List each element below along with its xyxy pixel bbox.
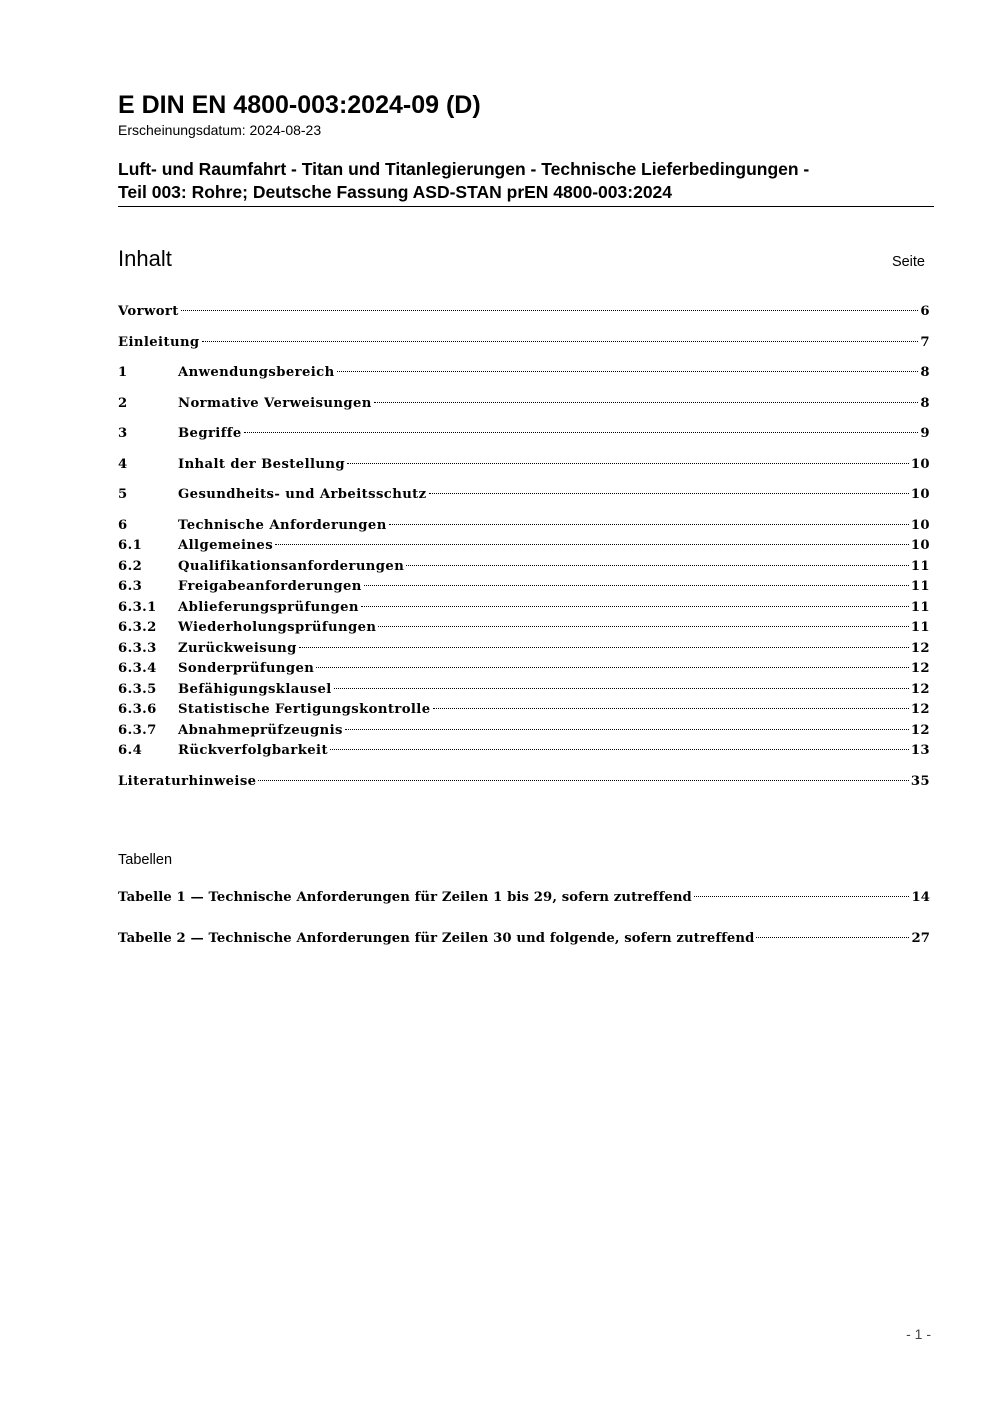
toc-entry-page: 12 bbox=[910, 640, 930, 656]
toc-entry-label: Zurückweisung bbox=[178, 640, 297, 656]
toc-entry-literaturhinweise[interactable] bbox=[118, 772, 930, 793]
toc-leader-dots bbox=[244, 432, 919, 433]
toc-entry-number: 6.3.1 bbox=[118, 599, 157, 615]
table-entry-label: Tabelle 2 — Technische Anforderungen für Zeilen 30 und folgende, sofern zutreffend bbox=[118, 930, 755, 946]
toc-entry-einleitung[interactable] bbox=[118, 333, 930, 354]
toc-entry-number: 1 bbox=[118, 365, 128, 380]
toc-entry-6-3-6[interactable] bbox=[118, 700, 930, 721]
toc-entry-page: 10 bbox=[910, 456, 930, 472]
toc-entry-6-2[interactable] bbox=[118, 557, 930, 578]
toc-entry-label: Literaturhinweise bbox=[118, 773, 257, 789]
toc-entry-number: 6.3.4 bbox=[118, 661, 157, 676]
toc-entry-label: Vorwort bbox=[118, 304, 179, 319]
toc-leader-dots bbox=[347, 463, 909, 464]
toc-entry-number: 6.3 bbox=[118, 579, 143, 594]
toc-entry-page: 11 bbox=[910, 599, 930, 615]
table-entry-1[interactable] bbox=[118, 888, 930, 909]
toc-entry-number: 2 bbox=[118, 395, 128, 411]
document-id: E DIN EN 4800-003:2024-09 (D) bbox=[118, 91, 481, 119]
table-entry-page: 27 bbox=[911, 930, 930, 946]
toc-entry-page: 10 bbox=[910, 538, 930, 553]
toc-leader-dots bbox=[181, 310, 919, 311]
toc-leader-dots bbox=[316, 667, 909, 668]
toc-entry-vorwort[interactable] bbox=[118, 302, 930, 323]
toc-entry-page: 11 bbox=[910, 620, 930, 635]
toc-entry-6-3-4[interactable] bbox=[118, 659, 930, 680]
toc-entry-label: Inhalt der Bestellung bbox=[178, 456, 345, 472]
toc-entry-label: Begriffe bbox=[178, 426, 242, 441]
list-of-tables bbox=[118, 888, 930, 949]
table-entry-page: 14 bbox=[911, 890, 930, 905]
page-number: - 1 - bbox=[906, 1326, 931, 1342]
toc-entry-label: Technische Anforderungen bbox=[178, 517, 387, 533]
toc-entry-label: Normative Verweisungen bbox=[178, 395, 372, 411]
toc-leader-dots bbox=[361, 606, 909, 607]
toc-entry-page: 12 bbox=[910, 681, 930, 697]
toc-entry-page: 12 bbox=[910, 722, 930, 738]
toc-entry-page: 6 bbox=[920, 304, 930, 319]
toc-entry-label: Abnahmeprüfzeugnis bbox=[178, 722, 343, 738]
toc-entry-label: Qualifikationsanforderungen bbox=[178, 558, 405, 574]
toc-entry-page: 8 bbox=[920, 365, 930, 380]
toc-leader-dots bbox=[756, 937, 909, 938]
toc-entry-page: 11 bbox=[910, 558, 930, 574]
toc-leader-dots bbox=[299, 647, 909, 648]
toc-entry-6-3-7[interactable] bbox=[118, 721, 930, 742]
toc-entry-number: 3 bbox=[118, 426, 128, 441]
publication-date: Erscheinungsdatum: 2024-08-23 bbox=[118, 122, 322, 138]
toc-entry-number: 6.3.5 bbox=[118, 681, 157, 697]
toc-entry-6[interactable] bbox=[118, 516, 930, 537]
toc-entry-label: Rückverfolgbarkeit bbox=[178, 743, 328, 758]
toc-entry-1[interactable] bbox=[118, 363, 930, 384]
toc-entry-number: 6.3.3 bbox=[118, 640, 157, 656]
toc-entry-6-3-5[interactable] bbox=[118, 680, 930, 701]
toc-entry-6-4[interactable] bbox=[118, 741, 930, 762]
toc-entry-page: 9 bbox=[920, 426, 930, 441]
toc-entry-6-1[interactable] bbox=[118, 536, 930, 557]
toc-entry-number: 6.3.6 bbox=[118, 702, 157, 717]
toc-leader-dots bbox=[275, 544, 909, 545]
toc-leader-dots bbox=[374, 402, 919, 403]
toc-entry-5[interactable] bbox=[118, 485, 930, 506]
toc-entry-number: 6.4 bbox=[118, 743, 143, 758]
toc-entry-page: 12 bbox=[910, 661, 930, 676]
tables-heading: Tabellen bbox=[118, 852, 173, 868]
toc-leader-dots bbox=[330, 749, 909, 750]
toc-leader-dots bbox=[364, 585, 909, 586]
toc-entry-page: 11 bbox=[910, 579, 930, 594]
toc-entry-label: Wiederholungsprüfungen bbox=[178, 620, 377, 635]
toc-leader-dots bbox=[429, 493, 909, 494]
table-entry-2[interactable] bbox=[118, 929, 930, 950]
toc-entry-page: 7 bbox=[920, 334, 930, 350]
toc-page-column-label: Seite bbox=[891, 254, 925, 270]
toc-leader-dots bbox=[406, 565, 909, 566]
toc-entry-number: 5 bbox=[118, 487, 128, 502]
toc-entry-page: 8 bbox=[920, 395, 930, 411]
table-entry-label: Tabelle 1 — Technische Anforderungen für Zeilen 1 bis 29, sofern zutreffend bbox=[118, 890, 692, 905]
toc-leader-dots bbox=[389, 524, 909, 525]
toc-entry-label: Statistische Fertigungskontrolle bbox=[178, 702, 431, 717]
toc-entry-number: 6 bbox=[118, 517, 128, 533]
toc-entry-3[interactable] bbox=[118, 424, 930, 445]
toc-entry-label: Sonderprüfungen bbox=[178, 661, 315, 676]
toc-leader-dots bbox=[378, 626, 908, 627]
toc-entry-label: Freigabeanforderungen bbox=[178, 579, 362, 594]
toc-entry-label: Anwendungsbereich bbox=[178, 365, 335, 380]
title-line-1: Luft- und Raumfahrt - Titan und Titanlegierungen - Technische Lieferbedingungen - bbox=[118, 159, 810, 179]
toc-leader-dots bbox=[433, 708, 909, 709]
toc-entry-4[interactable] bbox=[118, 455, 930, 476]
toc-heading: Inhalt bbox=[118, 246, 172, 271]
toc-entry-label: Ablieferungsprüfungen bbox=[178, 599, 359, 615]
toc-entry-page: 10 bbox=[910, 517, 930, 533]
toc-entry-6-3-3[interactable] bbox=[118, 639, 930, 660]
toc-entry-number: 4 bbox=[118, 456, 128, 472]
toc-leader-dots bbox=[337, 371, 919, 372]
document-title bbox=[118, 158, 934, 207]
table-of-contents bbox=[118, 302, 930, 792]
toc-entry-number: 6.3.7 bbox=[118, 722, 157, 738]
toc-entry-2[interactable] bbox=[118, 394, 930, 415]
toc-entry-label: Einleitung bbox=[118, 334, 200, 350]
toc-entry-6-3-2[interactable] bbox=[118, 618, 930, 639]
toc-entry-page: 13 bbox=[910, 743, 930, 758]
toc-leader-dots bbox=[202, 341, 919, 342]
toc-entry-6-3-1[interactable] bbox=[118, 598, 930, 619]
toc-leader-dots bbox=[694, 896, 910, 897]
toc-entry-page: 35 bbox=[910, 773, 930, 789]
toc-entry-number: 6.1 bbox=[118, 538, 143, 553]
toc-entry-page: 10 bbox=[910, 487, 930, 502]
toc-leader-dots bbox=[258, 780, 908, 781]
toc-entry-label: Gesundheits- und Arbeitsschutz bbox=[178, 487, 427, 502]
toc-entry-number: 6.3.2 bbox=[118, 620, 157, 635]
toc-entry-6-3[interactable] bbox=[118, 577, 930, 598]
toc-entry-label: Allgemeines bbox=[178, 538, 274, 553]
toc-entry-label: Befähigungsklausel bbox=[178, 681, 332, 697]
toc-entry-number: 6.2 bbox=[118, 558, 143, 574]
toc-entry-page: 12 bbox=[910, 702, 930, 717]
title-line-2: Teil 003: Rohre; Deutsche Fassung ASD-STAN prEN 4800-003:2024 bbox=[118, 182, 673, 202]
toc-leader-dots bbox=[334, 688, 909, 689]
toc-leader-dots bbox=[345, 729, 909, 730]
